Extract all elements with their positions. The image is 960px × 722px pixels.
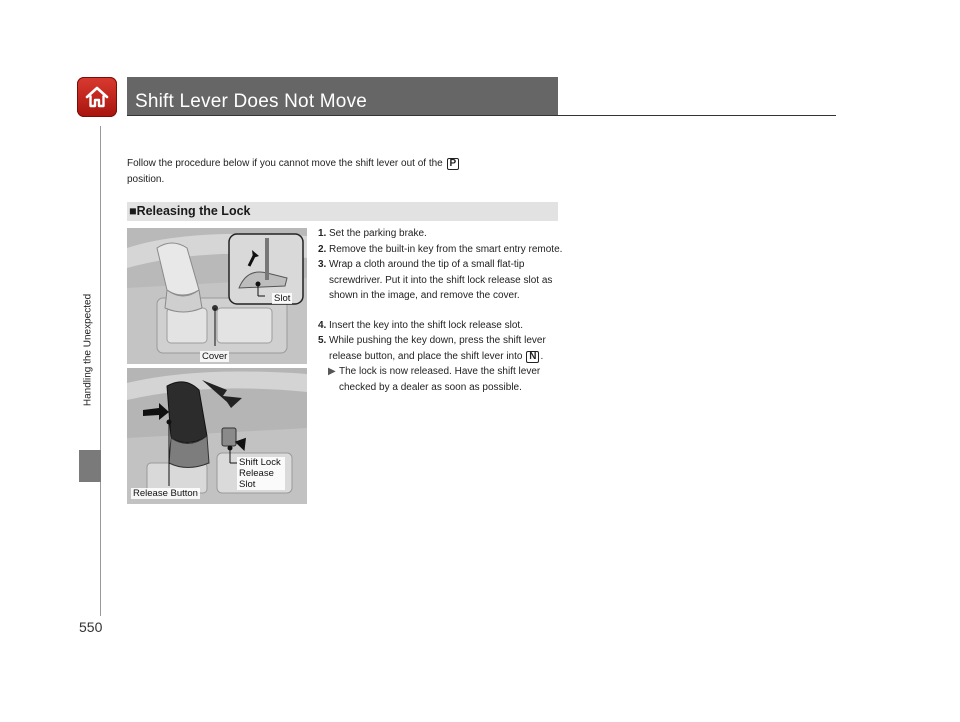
step-item: [318, 333, 563, 364]
procedure-steps: [318, 226, 563, 395]
step-text: Remove the built-in key from the smart entry remote.: [329, 243, 563, 255]
chapter-label: Handling the Unexpected: [82, 293, 94, 407]
step-item: [318, 318, 563, 334]
page-number: 550: [79, 619, 103, 635]
neutral-key-symbol: N: [526, 351, 539, 363]
release-button-callout: Release Button: [133, 488, 198, 499]
step-item: [318, 242, 563, 258]
step-text-end: .: [540, 350, 544, 362]
home-button[interactable]: [77, 77, 117, 117]
slot-callout: Slot: [274, 293, 291, 304]
step-number: 1.: [318, 228, 327, 239]
side-divider: [100, 126, 101, 616]
section-title: [129, 204, 251, 218]
section-title-text: Releasing the Lock: [136, 204, 251, 218]
step-number: 2.: [318, 243, 327, 255]
figure-release-button: [127, 368, 307, 504]
step-item: [318, 257, 563, 304]
intro-text: Follow the procedure below if you cannot move the shift lever out of the: [127, 158, 443, 169]
note-arrow-icon: ▶: [328, 366, 336, 377]
title-divider: [127, 115, 836, 116]
park-key-symbol: P: [447, 158, 460, 170]
step-note: [318, 364, 563, 395]
step-item: [318, 226, 563, 242]
note-text: The lock is now released. Have the shift lever checked by a dealer as soon as possible.: [339, 366, 541, 393]
step-text: Set the parking brake.: [329, 228, 427, 239]
page-title-bar: [127, 77, 558, 115]
step-number: 3.: [318, 259, 327, 270]
section-marker: ■: [129, 204, 137, 218]
step-text: Insert the key into the shift lock release slot.: [329, 319, 523, 331]
chapter-tab[interactable]: [79, 450, 101, 482]
intro-text-end: position.: [127, 174, 165, 185]
cover-callout: Cover: [202, 351, 228, 362]
step-text-start: While pushing the key down, press the shift lever release button, and place the shift lever into: [329, 335, 546, 362]
section-header: [127, 202, 558, 221]
step-text: Wrap a cloth around the tip of a small flat-tip screwdriver. Put it into the shift lock release slot as shown in the image, and remove the cover.: [329, 259, 553, 301]
step-number: 4.: [318, 319, 327, 331]
home-icon: [83, 83, 111, 111]
intro-paragraph: [127, 156, 557, 188]
page-title: Shift Lever Does Not Move: [135, 91, 368, 112]
step-number: 5.: [318, 335, 327, 346]
shift-lock-slot-callout: Shift Lock Release Slot: [237, 457, 285, 490]
figure-cover-removal: [127, 228, 307, 364]
step-text: [329, 333, 563, 364]
